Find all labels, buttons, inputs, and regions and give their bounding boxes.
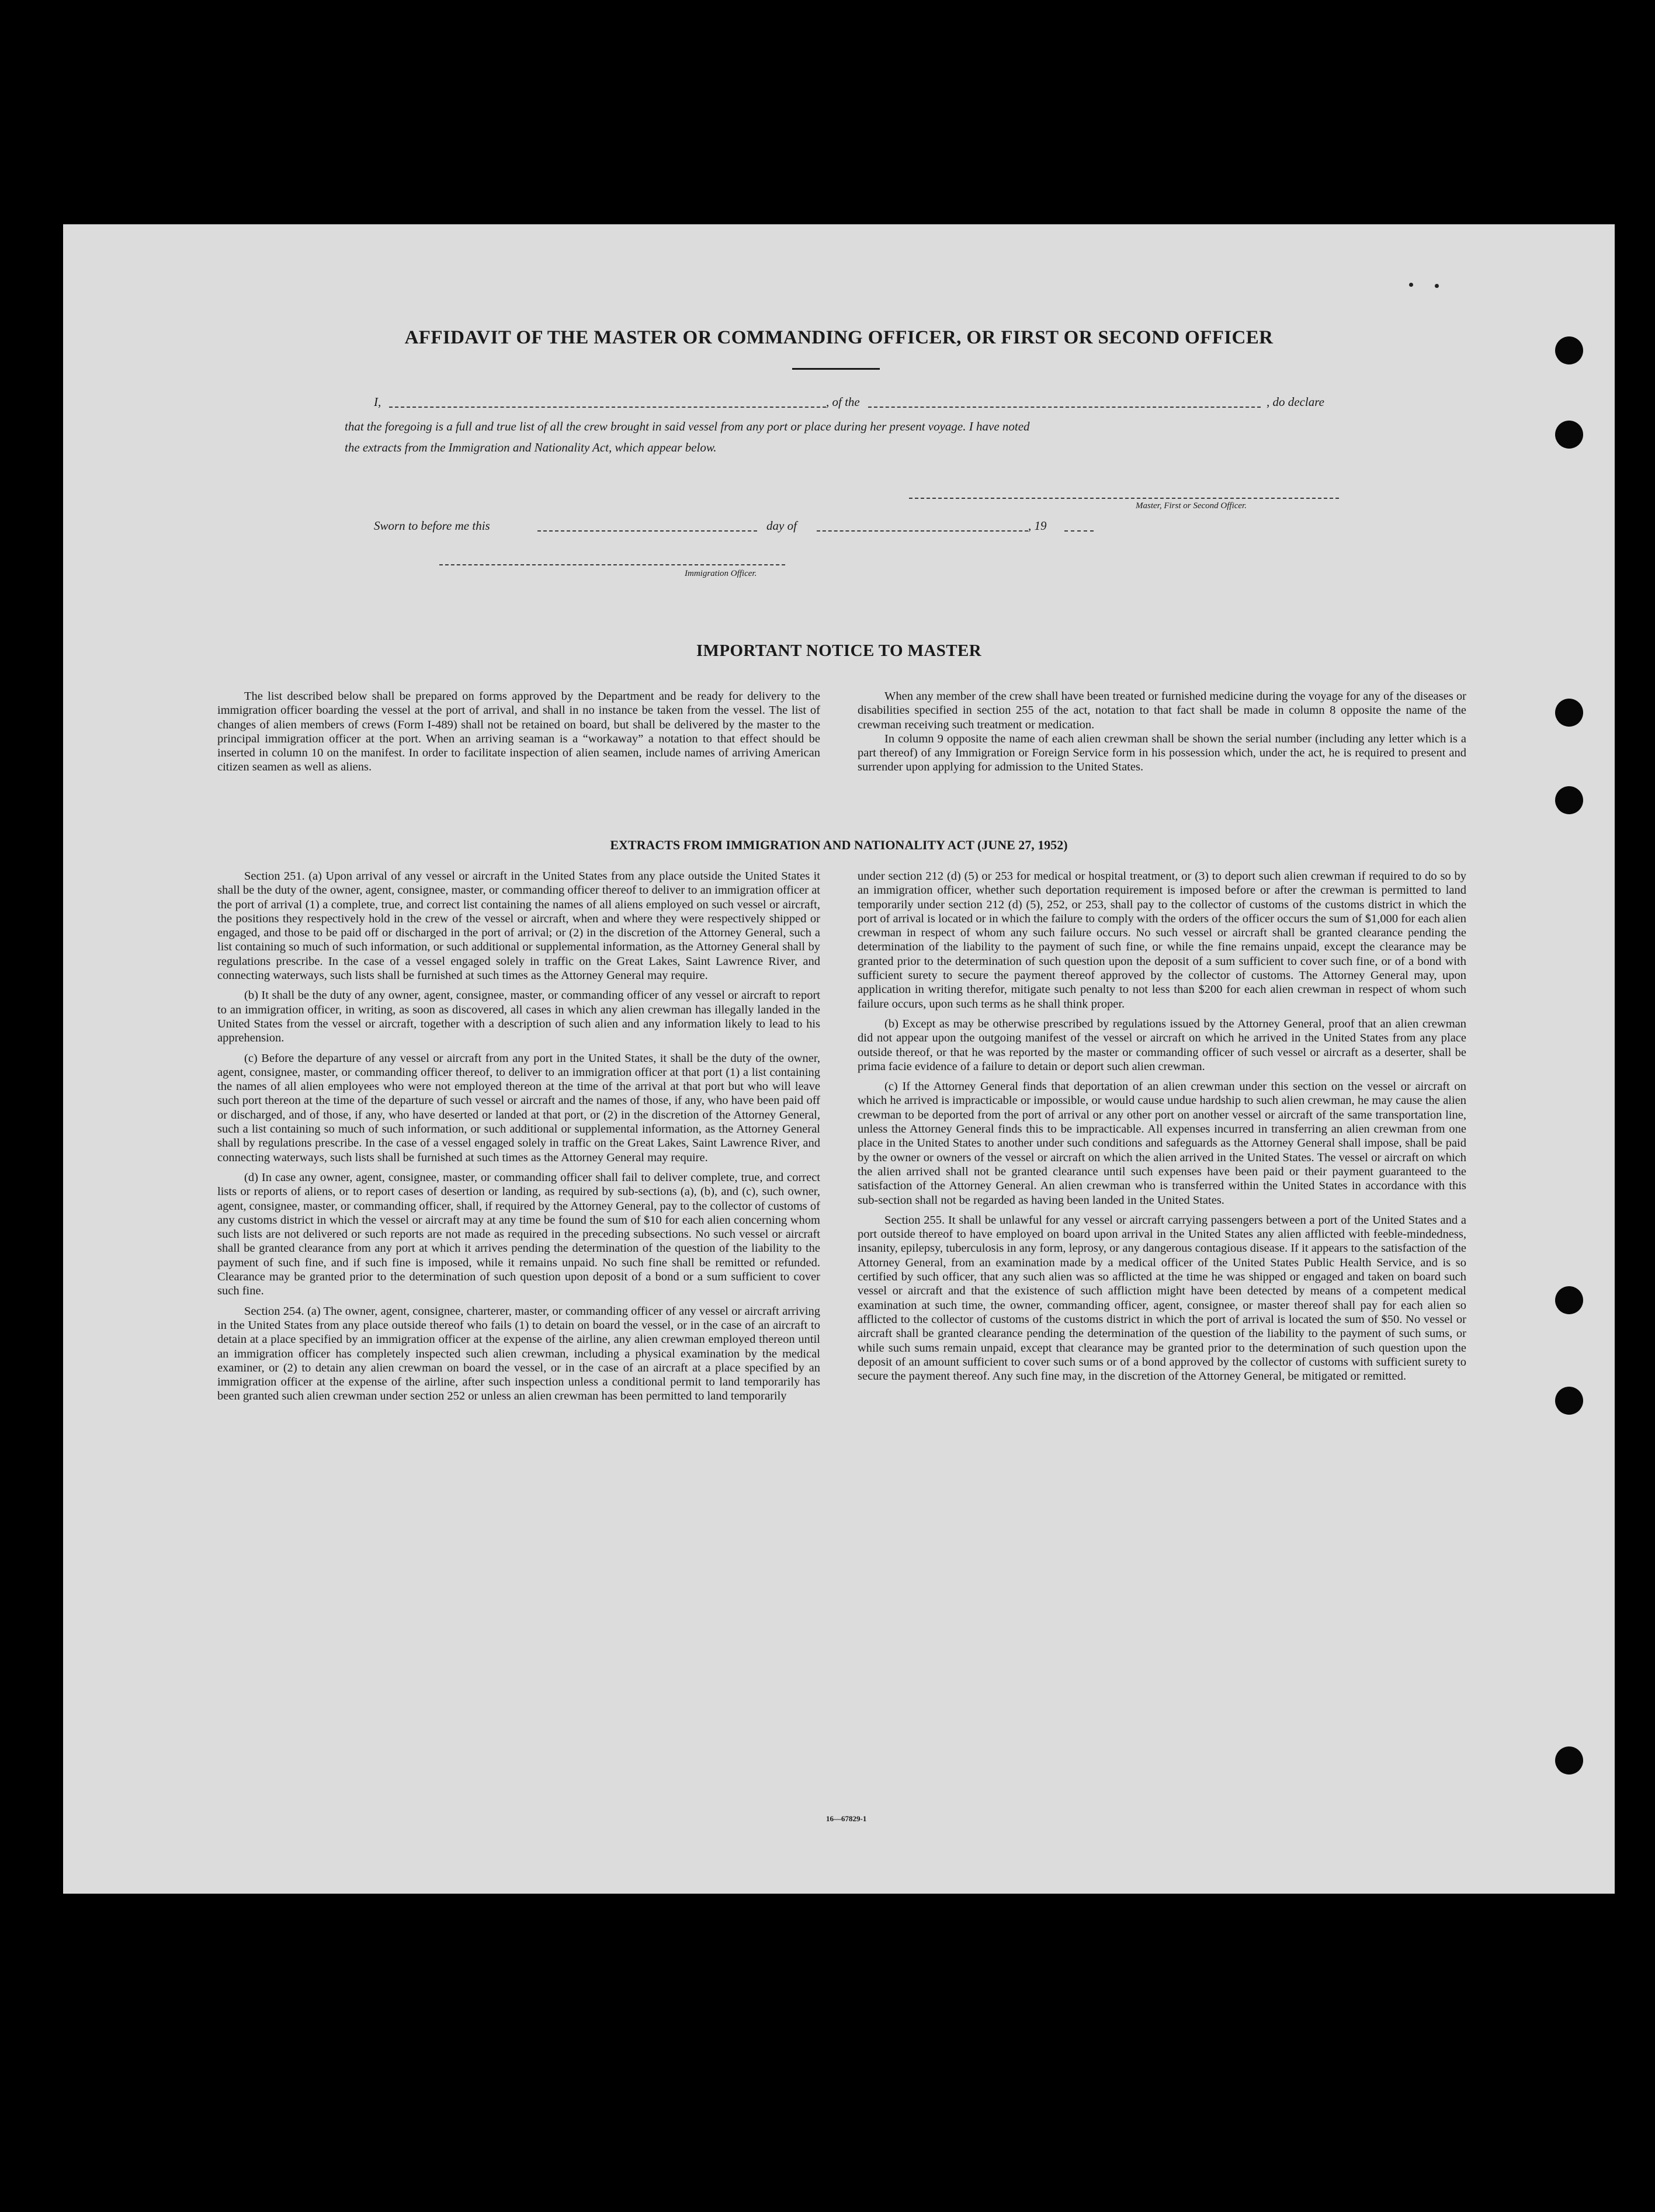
notice-left-column [217,689,820,775]
ink-speck [1409,283,1413,287]
notice-right-column [858,689,1466,775]
vessel-field-line[interactable] [868,407,1261,408]
document-page [63,224,1615,1894]
officer-signature-line[interactable] [439,564,785,565]
i-label: I, [374,395,381,409]
binder-hole [1555,421,1583,449]
sworn-day-line[interactable] [537,530,757,532]
section-251-c: (c) Before the departure of any vessel or aircraft from any port in the United States, it shall be the duty of the owner, agent, consignee, master, or commanding officer thereof, to deliver to an immigration officer at that port (1) a list containing the names of all alien employees who were not employed thereon at the time of the arrival at that port but who will leave such port thereon at the time of the departure of such vessel or aircraft and the names of those, if any, who have been paid off or discharged, and of those, if any, who have deserted or landed at that port, or (2) in the discretion of the Attorney General, such a list containing so much of such information, or such additional or supplemental information, as the Attorney General shall by regulations prescribe. In the case of a vessel engaged solely in traffic on the Great Lakes, Saint Lawrence River, and connecting waterways, such lists shall be furnished at such times as the Attorney General may require. [217,1051,820,1164]
extracts-left-column [217,869,820,1404]
master-caption: Master, First or Second Officer. [1136,501,1247,511]
statement-line-1: that the foregoing is a full and true list of all the crew brought in said vessel from any port or place during her present voyage. I have noted [345,419,1030,433]
notice-right-paragraph-2: In column 9 opposite the name of each alien crewman shall be shown the serial number (including any letter which is a part thereof) of any Immigration or Foreign Service form in his possession which, under the act, he is required to present and surrender upon applying for admission to the United States. [858,732,1466,774]
statement-line-2: the extracts from the Immigration and Nationality Act, which appear below. [345,440,717,454]
section-255: Section 255. It shall be unlawful for any vessel or aircraft carrying passengers between a port of the United States and a port outside thereof to have employed on board upon arrival in the United States any alien afflicted with feeble-mindedness, insanity, epilepsy, tuberculosis in any form, leprosy, or any dangerous contagious disease. If it appears to the satisfaction of the Attorney General, from an examination made by a medical officer of the United States Public Health Service, and is so certified by such officer, that any such alien was so afflicted at the time he was shipped or engaged and taken on board such vessel or aircraft and that the existence of such affliction might have been detected by means of a competent medical examination at such time, the owner, commanding officer, agent, consignee, or master thereof shall pay for each alien so afflicted to the collector of customs of the customs district in which the port of arrival is located the sum of $50. No vessel or aircraft shall be granted clearance pending the determination of the question of the liability to the payment of such sums, or while such sums remain unpaid, except that clearance may be granted prior to the determination of such question upon the deposit of an amount sufficient to cover such sums or of a bond approved by the collector of customs with sufficient surety to secure the payment thereof. Any such fine may, in the discretion of the Attorney General, be mitigated or remitted. [858,1213,1466,1383]
of-the-label: , of the [826,395,860,409]
sworn-year-line[interactable] [1064,530,1094,532]
section-254-c: (c) If the Attorney General finds that deportation of an alien crewman under this section on the vessel or aircraft on which he arrived is impracticable or impossible, or would cause undue hardship to such alien crewman, he may cause the alien crewman to be deported from the port of arrival or any other port on another vessel or aircraft of the same transportation line, unless the Attorney General finds this to be impracticable. All expenses incurred in transferring an alien crewman from one place in the United States to another under such conditions and safeguards as the Attorney General shall impose, shall be paid by the owner or owners of the vessel or aircraft on which the alien arrived in the United States. The vessel or aircraft on which the alien arrived shall not be granted clearance until such expenses have been paid or their payment guaranteed to the satisfaction of the Attorney General. An alien crewman who is transferred within the United States in accordance with this sub-section shall not be regarded as having been landed in the United States. [858,1080,1466,1207]
officer-caption: Immigration Officer. [685,569,757,578]
sworn-label: Sworn to before me this [374,519,490,533]
ink-speck [1435,284,1439,288]
section-251-b: (b) It shall be the duty of any owner, agent, consignee, master, or commanding officer of any vessel or aircraft to report to an immigration officer, in writing, as soon as discovered, all cases in which any alien crewman has illegally landed in the United States from the vessel or aircraft, together with a description of such alien and any information likely to lead to his apprehension. [217,989,820,1045]
binder-hole [1555,786,1583,814]
day-of-label: day of [766,519,797,533]
binder-hole [1555,1387,1583,1415]
extracts-title: EXTRACTS FROM IMMIGRATION AND NATIONALITY ACT (JUNE 27, 1952) [610,838,1068,852]
master-signature-line[interactable] [909,498,1339,499]
binder-hole [1555,336,1583,364]
sworn-month-line[interactable] [817,530,1028,532]
binder-hole [1555,1286,1583,1314]
year-label: , 19 [1028,519,1047,533]
section-254-a: Section 254. (a) The owner, agent, consignee, charterer, master, or commanding officer of any vessel or aircraft arriving in the United States from any place outside thereof who fails (1) to detain on board the vessel, or in the case of an aircraft to detain at a place specified by an immigration officer at the expense of the airline, any alien crewman employed thereon until an immigration officer has completely inspected such alien crewman, including a physical examination by the medical examiner, or (2) to detain any alien crewman on board the vessel, or in the case of an aircraft at a place specified by an immigration officer at the expense of the airline, after such inspection unless a conditional permit to land temporarily has been granted such alien crewman under section 252 or unless an alien crewman has been permitted to land temporarily [217,1304,820,1403]
form-number: 16—67829-1 [826,1814,867,1823]
name-field-line[interactable] [389,407,826,408]
extracts-right-column [858,869,1466,1383]
section-251-d: (d) In case any owner, agent, consignee, master, or commanding officer shall fail to deliver complete, true, and correct lists or reports of aliens, or to report cases of desertion or landing, as required by sub-sections (a), (b), and (c), such owner, agent, consignee, master, or commanding officer, shall, if required by the Attorney General, pay to the collector of customs of any customs district in which the vessel or aircraft may at any time be found the sum of $10 for each alien concerning whom such lists are not delivered or such reports are not made as required in the preceding subsections. No such vessel or aircraft shall be granted clearance from any port at which it arrives pending the determination of the question of the liability to the payment of such fine, and if such fine is imposed, while it remains unpaid. No such fine shall be remitted or refunded. Clearance may be granted prior to the determination of such question upon deposit of a bond or a sum sufficient to cover such fine. [217,1171,820,1298]
section-251-a: Section 251. (a) Upon arrival of any vessel or aircraft in the United States from any place outside the United States it shall be the duty of the owner, agent, consignee, master, or commanding officer thereof to deliver to an immigration officer at the port of arrival (1) a complete, true, and correct list containing the names of all aliens employed on such vessel or aircraft, the positions they respectively hold in the crew of the vessel or aircraft, when and where they were respectively shipped or engaged, and those to be paid off or discharged in the port of arrival; or (2) in the discretion of the Attorney General, such a list containing so much of such information, or such additional or supplemental information, as the Attorney General shall by regulations prescribe. In the case of a vessel engaged solely in traffic on the Great Lakes, Saint Lawrence River, and connecting waterways, such lists shall be furnished at such times as the Attorney General may require. [217,870,820,982]
affidavit-title: AFFIDAVIT OF THE MASTER OR COMMANDING OFFICER, OR FIRST OR SECOND OFFICER [404,327,1274,348]
notice-right-paragraph-1: When any member of the crew shall have been treated or furnished medicine during the voyage for any of the diseases or disabilities specified in section 255 of the act, notation to that fact shall be made in column 8 opposite the name of the crewman receiving such treatment or medication. [858,690,1466,731]
section-254-b: (b) Except as may be otherwise prescribed by regulations issued by the Attorney General, proof that an alien crewman did not appear upon the outgoing manifest of the vessel or aircraft on which he arrived in the United States from any place outside thereof, or that he was reported by the master or commanding officer of such vessel or aircraft as a deserter, shall be prima facie evidence of a failure to detain or deport such alien crewman. [858,1017,1466,1073]
binder-hole [1555,1746,1583,1775]
notice-left-paragraph: The list described below shall be prepared on forms approved by the Department and be ready for delivery to the immigration officer boarding the vessel at the port of arrival, and shall in no instance be taken from the vessel. The list of changes of alien members of crews (Form I-489) shall not be retained on board, but shall be delivered by the master to the principal immigration officer at the port. When an arriving seaman is a “workaway” a notation to that effect should be inserted in column 10 on the manifest. In order to facilitate inspection of alien seamen, include names of arriving American citizen seamen as well as aliens. [217,690,820,774]
binder-hole [1555,699,1583,727]
notice-title: IMPORTANT NOTICE TO MASTER [696,641,982,660]
section-254-a-continued: under section 212 (d) (5) or 253 for medical or hospital treatment, or (3) to deport such alien crewman if required to do so by an immigration officer, whether such deportation requirement is imposed before or after the crewman is permitted to land temporarily under section 212 (d) (5), 252, or 253, shall pay to the collector of customs of the customs district in which the port of arrival is located or in which the failure to comply with the orders of the officer occurs the sum of $1,000 for each alien crewman in respect of whom any such failure occurs. No such vessel or aircraft shall be granted clearance pending the determination of the liability to the payment of such fine, or while the fine remains unpaid, except the clearance may be granted prior to the determination of such question upon the deposit of a sum sufficient to cover such fine, or of a bond with sufficient surety to secure the payment thereof approved by the collector of customs. The Attorney General may, upon application in writing therefor, mitigate such penalty to not less than $200 for each alien crewman in respect of whom such failure occurs, upon such terms as he shall think proper. [858,870,1466,1010]
title-rule [792,368,880,370]
do-declare-label: , do declare [1267,395,1324,409]
